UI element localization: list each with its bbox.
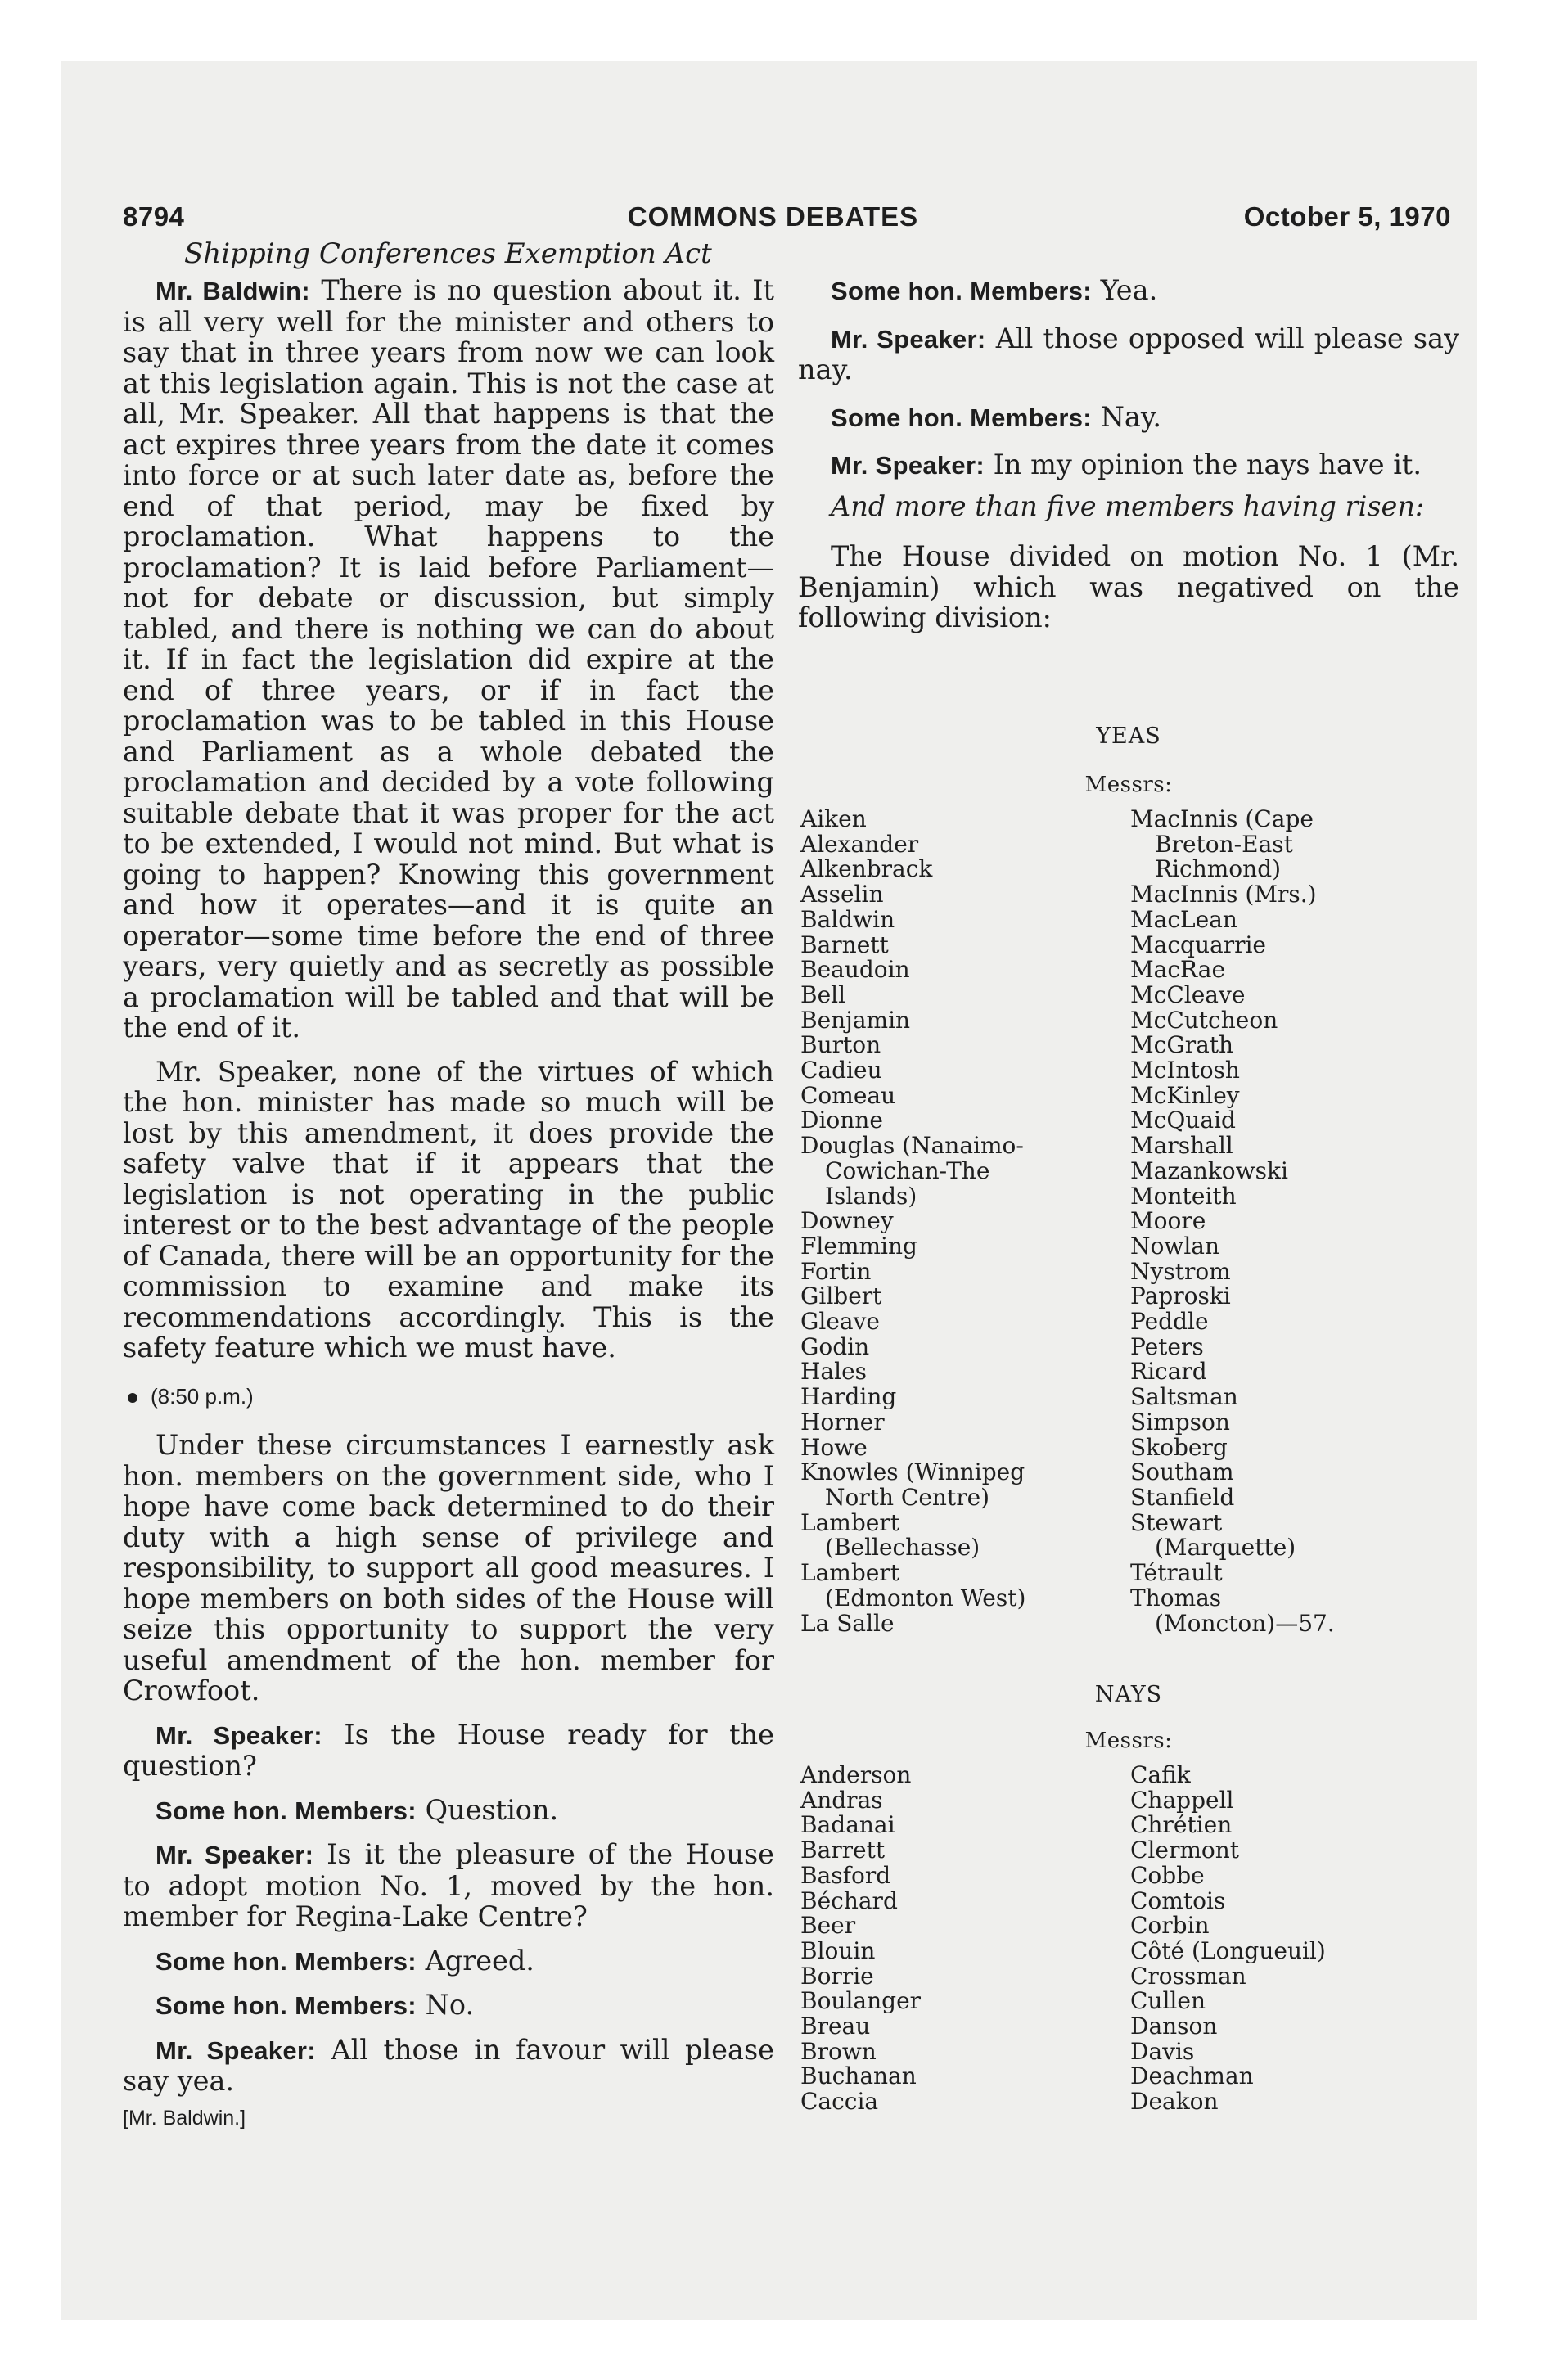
speaker-label: Mr. Speaker: [831, 451, 985, 480]
time-stamp [128, 1382, 774, 1413]
member-name: McQuaid [1130, 1107, 1236, 1134]
member-name: Godin [800, 1332, 870, 1360]
member-name: Hales [800, 1358, 868, 1386]
member-name: Corbin [1130, 1912, 1210, 1940]
speaker-label: Mr. Speaker: [156, 1720, 322, 1750]
speaker-label: Some hon. Members: [156, 1991, 417, 2020]
bullet-icon [128, 1393, 137, 1403]
speaker-label: Mr. Speaker: [156, 1841, 314, 1869]
yeas-messrs: Messrs: [1084, 773, 1173, 797]
member-name: MacInnis (Mrs.) [1130, 881, 1317, 908]
speaker-label: Mr. Speaker: [156, 2035, 316, 2065]
member-name: Howe [800, 1433, 868, 1461]
member-name: Monteith [1130, 1182, 1237, 1210]
member-name: Baldwin [800, 905, 895, 933]
time-stamp-text: (8:50 p.m.) [151, 1383, 254, 1409]
member-name: Comtois [1130, 1886, 1226, 1914]
member-name: Tétrault [1130, 1559, 1223, 1587]
member-name: La Salle [800, 1609, 895, 1637]
member-name: Clermont [1130, 1837, 1240, 1864]
paragraph [798, 275, 1459, 307]
member-name: Breton-East [1155, 830, 1293, 858]
speech-text: Yea. [1100, 274, 1158, 306]
member-name: Douglas (Nanaimo- [800, 1132, 1024, 1160]
member-name: Cobbe [1130, 1861, 1205, 1889]
member-name: Alkenbrack [800, 855, 933, 883]
speaker-label: Some hon. Members: [831, 403, 1092, 432]
member-name: Danson [1130, 2013, 1218, 2040]
nays-messrs: Messrs: [1084, 1729, 1173, 1753]
speaker-label: Mr. Speaker: [831, 324, 986, 354]
member-name: Blouin [800, 1936, 876, 1964]
member-name: Paproski [1130, 1282, 1231, 1310]
paragraph: Under these circumstances I earnestly ask hon. members on the government side, who I hope have come back determined to do their duty with a high sense of privilege and responsibility, to support all good measures. I hope members on both sides of the House will seize this opportunity to support the very useful amendment of the hon. member for Crowfoot. [123, 1429, 774, 1706]
member-name: (Marquette) [1155, 1534, 1296, 1562]
yeas-heading: YEAS [1096, 723, 1161, 749]
member-name: MacLean [1130, 905, 1237, 933]
member-name: Stewart [1130, 1508, 1223, 1536]
member-name: McCleave [1130, 980, 1246, 1008]
member-name: Thomas [1130, 1584, 1222, 1611]
member-name: Stanfield [1130, 1483, 1235, 1511]
member-name: Simpson [1130, 1408, 1230, 1436]
member-name: McCutcheon [1130, 1006, 1278, 1034]
member-name: Fortin [800, 1257, 872, 1285]
paragraph [798, 449, 1459, 481]
member-name: Harding [800, 1383, 897, 1411]
member-name: Asselin [800, 881, 884, 908]
member-name: Skoberg [1130, 1433, 1228, 1461]
member-name: Basford [800, 1861, 891, 1889]
member-name: Chappell [1130, 1786, 1234, 1814]
paragraph [798, 323, 1459, 385]
paragraph [123, 1945, 774, 1977]
speech-text: There is no question about it. It is all very well for the minister and others to say that in three years from now we can look at this legislation again. This is not the case at all, Mr. Speaker. All that happens is that the act expires three years from the date it comes into force or at such later date as, before the end of that period, may be fixed by proclamation. What happens to the proclamation? It is laid before Parliament—not for debate or discussion, but simply tabled, and there is nothing we can do about it. If in fact the legislation did expire at the end of three years, or if in fact the proclamation was to be tabled in this House and Parliament as a whole debated the proclamation and decided by a vote following suitable debate that it was proper for the act to be extended, I would not mind. But what is going to happen? Knowing this government and how it operates—and it is quite an operator—some time before the end of three years, very quietly and as secretly as possible a proclamation will be tabled and that will be the end of it. [123, 274, 774, 1044]
member-name: Cafik [1130, 1761, 1191, 1788]
member-name: Caccia [800, 2088, 879, 2116]
member-name: Alexander [800, 830, 919, 858]
member-name: Peddle [1130, 1308, 1209, 1336]
member-name: McGrath [1130, 1031, 1234, 1059]
paragraph [798, 402, 1459, 434]
member-name: MacRae [1130, 956, 1226, 984]
page-date: October 5, 1970 [1243, 201, 1451, 232]
member-name: Mazankowski [1130, 1156, 1288, 1184]
speech-text: No. [425, 1989, 475, 2021]
member-name: Deachman [1130, 2062, 1254, 2090]
member-name: Andras [800, 1786, 883, 1814]
speaker-attribution: [Mr. Baldwin.] [123, 2106, 246, 2130]
member-name: (Edmonton West) [825, 1584, 1026, 1611]
nays-names-column-2 [1130, 1763, 1326, 2115]
member-name: Ricard [1130, 1358, 1207, 1386]
member-name: Davis [1130, 2037, 1195, 2065]
nays-heading: NAYS [1094, 1682, 1163, 1707]
member-name: (Moncton)—57. [1155, 1609, 1335, 1637]
member-name: Chrétien [1130, 1811, 1233, 1839]
member-name: North Centre) [825, 1483, 990, 1511]
member-name: Barnett [800, 931, 889, 958]
member-name: Buchanan [800, 2062, 917, 2090]
nays-names-column-1 [800, 1763, 921, 2115]
member-name: Cullen [1130, 1987, 1206, 2015]
member-name: Macquarrie [1130, 931, 1266, 958]
member-name: Beaudoin [800, 956, 910, 984]
yeas-names-column-2 [1130, 807, 1335, 1636]
member-name: Breau [800, 2013, 871, 2040]
member-name: Moore [1130, 1207, 1206, 1235]
paragraph [123, 1795, 774, 1827]
speaker-label: Some hon. Members: [831, 277, 1092, 305]
member-name: Cowichan-The [825, 1156, 990, 1184]
speech-text: Is it the pleasure of the House to adopt motion No. 1, moved by the hon. member for Regina-Lake Centre? [123, 1838, 774, 1932]
member-name: Gilbert [800, 1282, 882, 1310]
member-name: Peters [1130, 1332, 1204, 1360]
member-name: Bell [800, 980, 846, 1008]
member-name: Benjamin [800, 1006, 911, 1034]
member-name: Brown [800, 2037, 877, 2065]
paragraph [123, 1720, 774, 1782]
member-name: Richmond) [1155, 855, 1282, 883]
member-name: Boulanger [800, 1987, 922, 2015]
member-name: Southam [1130, 1458, 1234, 1486]
speech-text: All those in favour will please say yea. [123, 2033, 774, 2097]
speech-text: In my opinion the nays have it. [993, 449, 1422, 480]
member-name: MacInnis (Cape [1130, 805, 1314, 832]
member-name: Marshall [1130, 1132, 1233, 1160]
paragraph [123, 2035, 774, 2097]
page-title: COMMONS DEBATES [627, 201, 919, 232]
speech-text: Is the House ready for the question? [123, 1718, 774, 1782]
member-name: Horner [800, 1408, 885, 1436]
member-name: Comeau [800, 1081, 896, 1109]
speech-text: Question. [425, 1793, 559, 1826]
member-name: Lambert [800, 1559, 899, 1587]
page-number: 8794 [123, 201, 185, 232]
member-name: Downey [800, 1207, 894, 1235]
member-name: Flemming [800, 1232, 917, 1260]
member-name: Gleave [800, 1308, 880, 1336]
member-name: Borrie [800, 1962, 874, 1990]
speaker-label: Mr. Baldwin: [156, 277, 310, 305]
member-name: Nystrom [1130, 1257, 1231, 1285]
division-paragraph: The House divided on motion No. 1 (Mr. Benjamin) which was negatived on the following division: [798, 540, 1459, 633]
paragraph [123, 275, 774, 1044]
paragraph [123, 1990, 774, 2022]
member-name: Cadieu [800, 1057, 882, 1084]
member-name: Crossman [1130, 1962, 1246, 1990]
member-name: Beer [800, 1912, 856, 1940]
member-name: Côté (Longueuil) [1130, 1936, 1326, 1964]
member-name: Béchard [800, 1886, 898, 1914]
speaker-label: Some hon. Members: [156, 1946, 417, 1976]
right-column [798, 275, 1459, 647]
speaker-label: Some hon. Members: [156, 1796, 417, 1825]
running-subtitle: Shipping Conferences Exemption Act [184, 237, 712, 270]
member-name: Knowles (Winnipeg [800, 1458, 1025, 1486]
paragraph: Mr. Speaker, none of the virtues of which the hon. minister has made so much will be lost by this amendment, it does provide the safety valve that if it appears that the legislation is not operating in the public interest or to the best advantage of the people of Canada, there will be an opportunity for the commission to examine and make its recommendations accordingly. This is the safety feature which we must have. [123, 1055, 774, 1364]
member-name: Aiken [800, 805, 867, 832]
yeas-names-column-1 [800, 807, 1025, 1636]
member-name: Islands) [825, 1182, 917, 1210]
division-note: And more than five members having risen: [831, 489, 1425, 522]
member-name: McKinley [1130, 1081, 1240, 1109]
member-name: Lambert [800, 1508, 899, 1536]
member-name: Anderson [800, 1761, 912, 1788]
member-name: Badanai [800, 1811, 895, 1839]
left-column [123, 275, 774, 2134]
member-name: Burton [800, 1031, 881, 1059]
speech-text: All those opposed will please say nay. [798, 322, 1459, 385]
member-name: Nowlan [1130, 1232, 1220, 1260]
member-name: McIntosh [1130, 1057, 1240, 1084]
member-name: Dionne [800, 1107, 883, 1134]
member-name: Deakon [1130, 2088, 1219, 2116]
member-name: Barrett [800, 1837, 886, 1864]
paragraph [123, 1839, 774, 1932]
speech-text: Agreed. [425, 1944, 534, 1977]
member-name: Saltsman [1130, 1383, 1238, 1411]
member-name: (Bellechasse) [825, 1534, 980, 1562]
speech-text: Nay. [1100, 400, 1161, 433]
